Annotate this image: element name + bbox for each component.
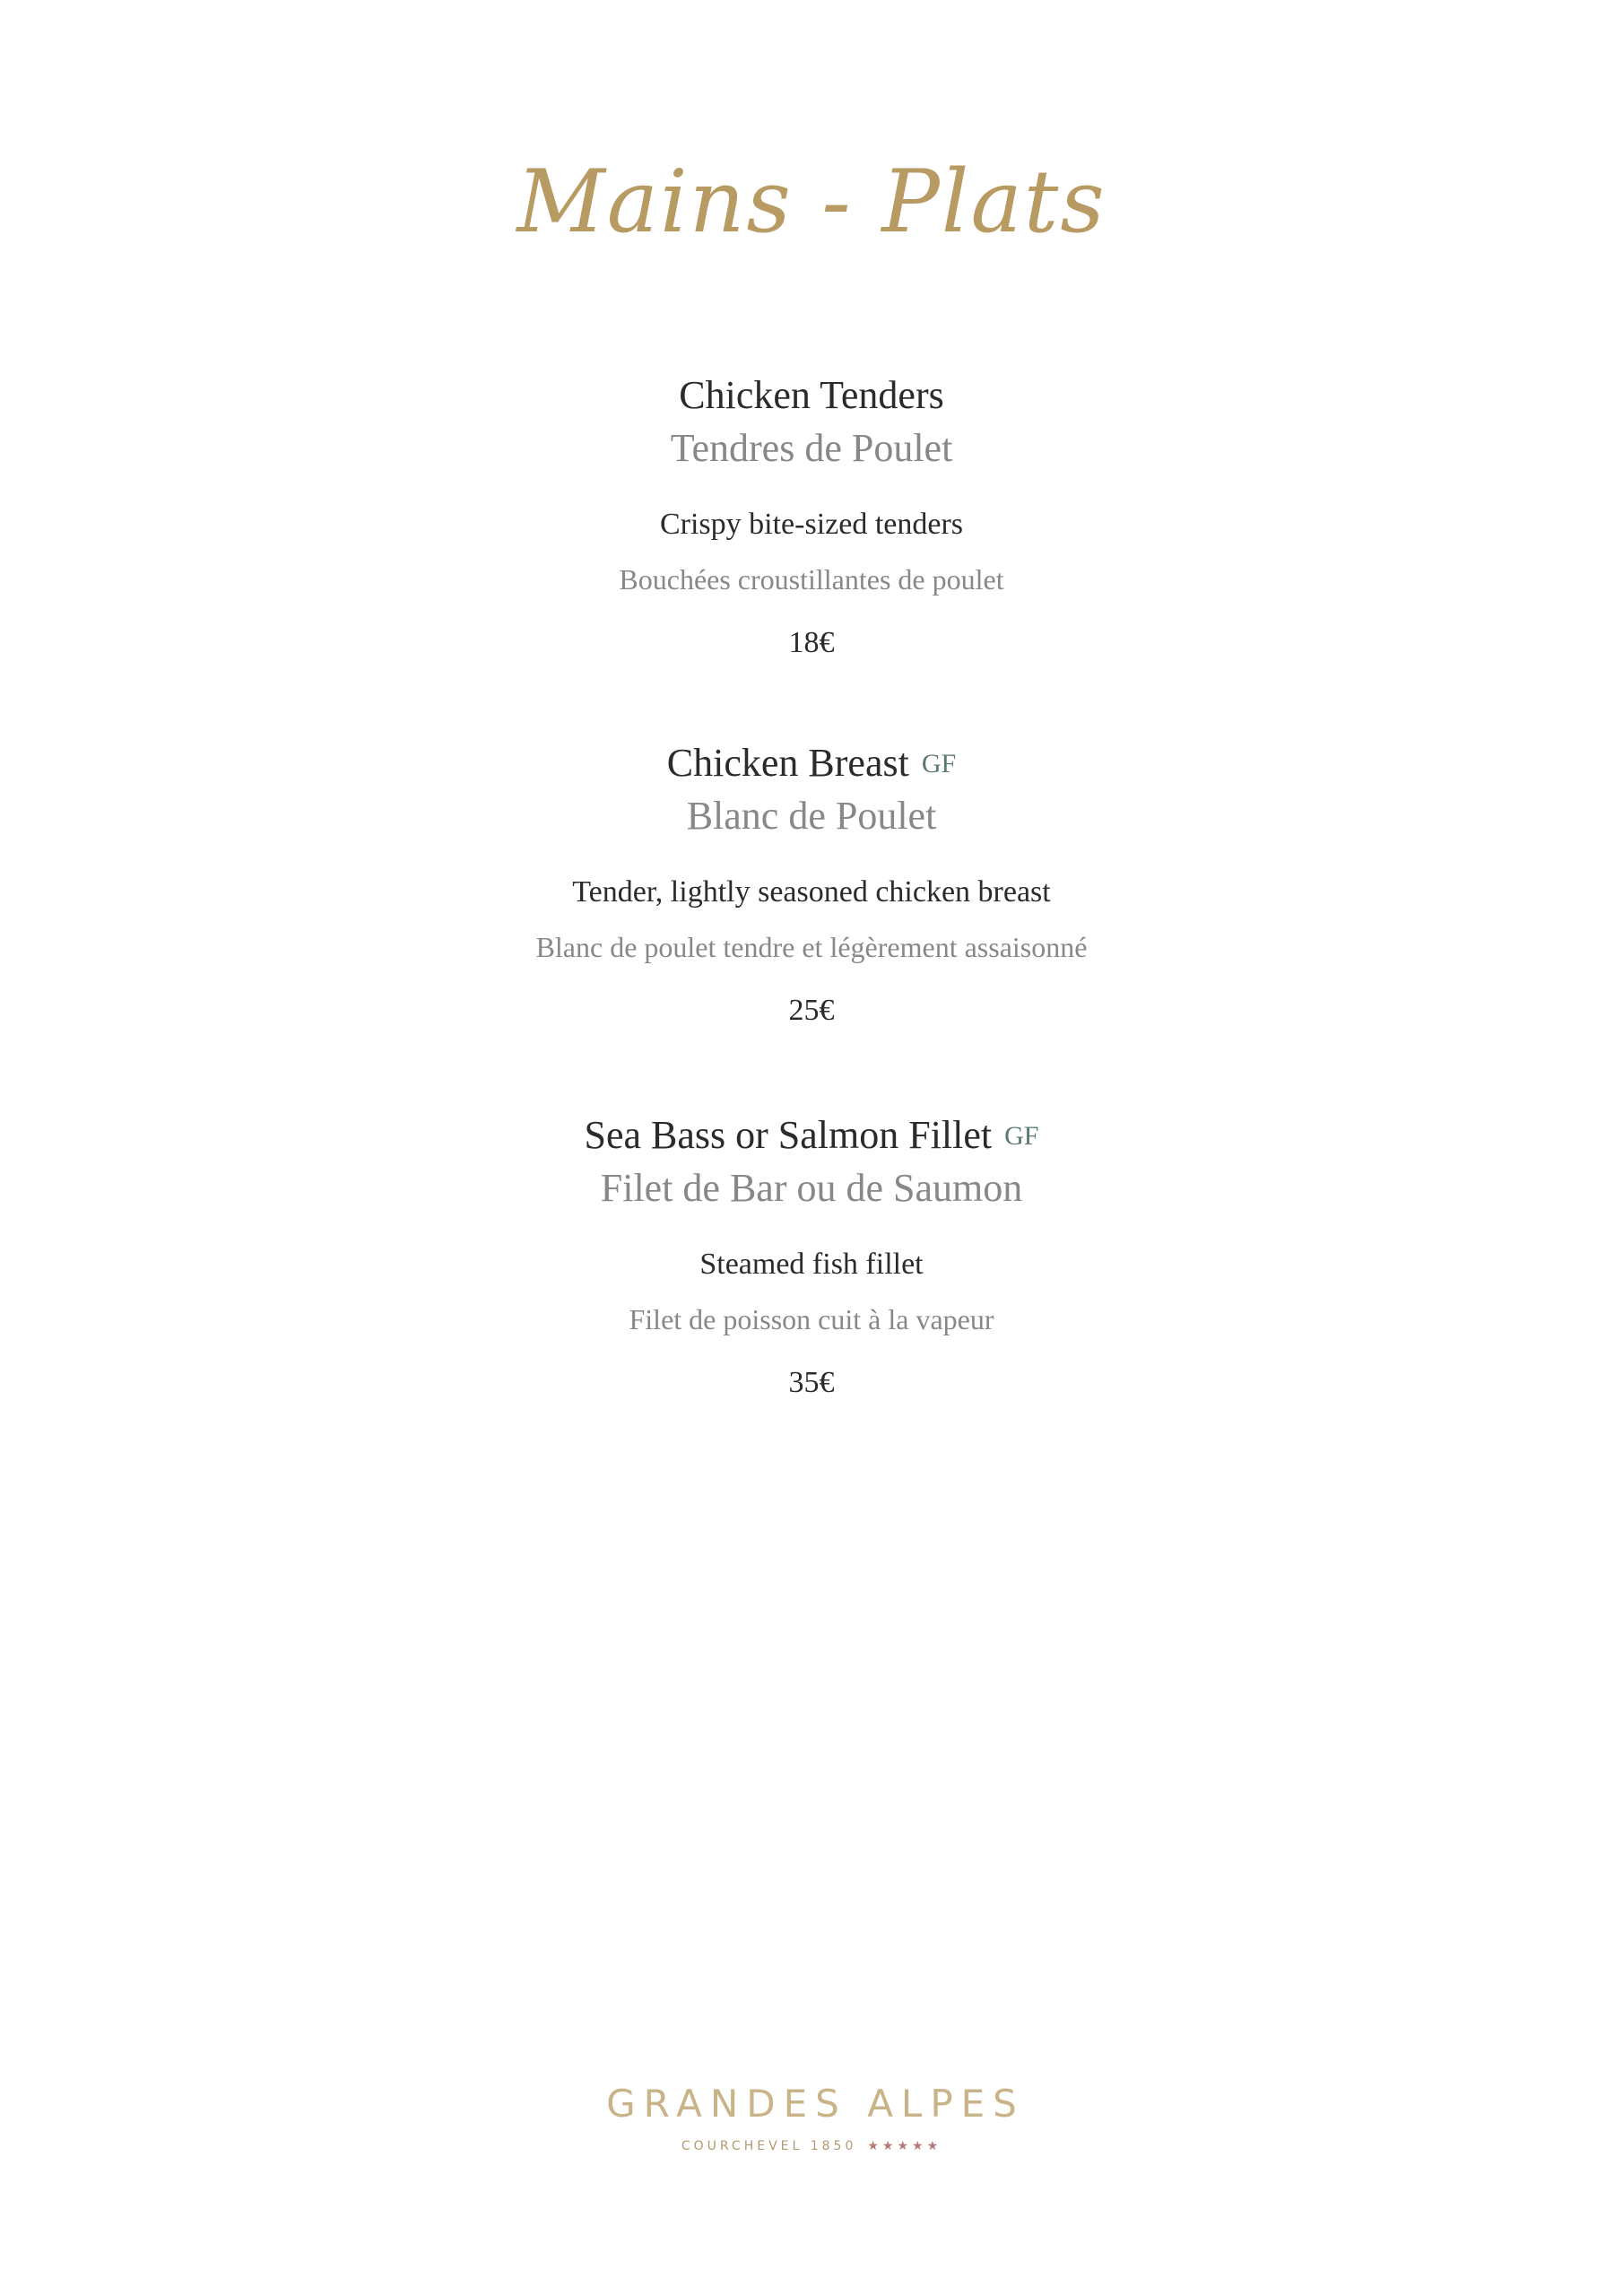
dish-name-en [0, 735, 1623, 791]
brand-location: COURCHEVEL 1850 [681, 2139, 857, 2153]
dish-description-en: Steamed fish fillet [699, 1248, 924, 1281]
dish-name-fr: Filet de Bar ou de Saumon [600, 1166, 1023, 1210]
menu-item-chicken-breast [0, 735, 1623, 1033]
dish-price: 25€ [788, 994, 835, 1027]
gluten-free-badge: GF [921, 749, 957, 778]
brand-logo [0, 2079, 1623, 2158]
dish-description-fr: Blanc de poulet tendre et légèrement assaisonné [535, 931, 1088, 963]
dish-name-en [0, 1108, 1623, 1163]
dish-name-en-text: Sea Bass or Salmon Fillet [584, 1113, 993, 1157]
page-title: Mains - Plats [516, 152, 1107, 252]
dish-name-fr: Blanc de Poulet [686, 794, 937, 838]
brand-subline [0, 2135, 1623, 2158]
star-rating-icon: ★★★★★ [867, 2139, 942, 2153]
menu-item-chicken-tenders [0, 368, 1623, 665]
dish-price: 18€ [788, 626, 835, 659]
dish-description-en: Crispy bite-sized tenders [659, 508, 964, 541]
dish-name-en-text: Chicken Breast [666, 741, 909, 785]
dish-description-en: Tender, lightly seasoned chicken breast [572, 875, 1051, 909]
dish-name-en [0, 368, 1623, 423]
dish-name-en-text: Chicken Tenders [679, 373, 944, 417]
dish-description-fr: Bouchées croustillantes de poulet [619, 563, 1004, 596]
menu-item-fish-fillet [0, 1108, 1623, 1405]
gluten-free-badge: GF [1004, 1121, 1039, 1151]
dish-name-fr: Tendres de Poulet [670, 426, 953, 470]
brand-name: GRANDES ALPES [606, 2082, 1025, 2126]
dish-price: 35€ [788, 1366, 835, 1399]
dish-description-fr: Filet de poisson cuit à la vapeur [629, 1303, 994, 1335]
